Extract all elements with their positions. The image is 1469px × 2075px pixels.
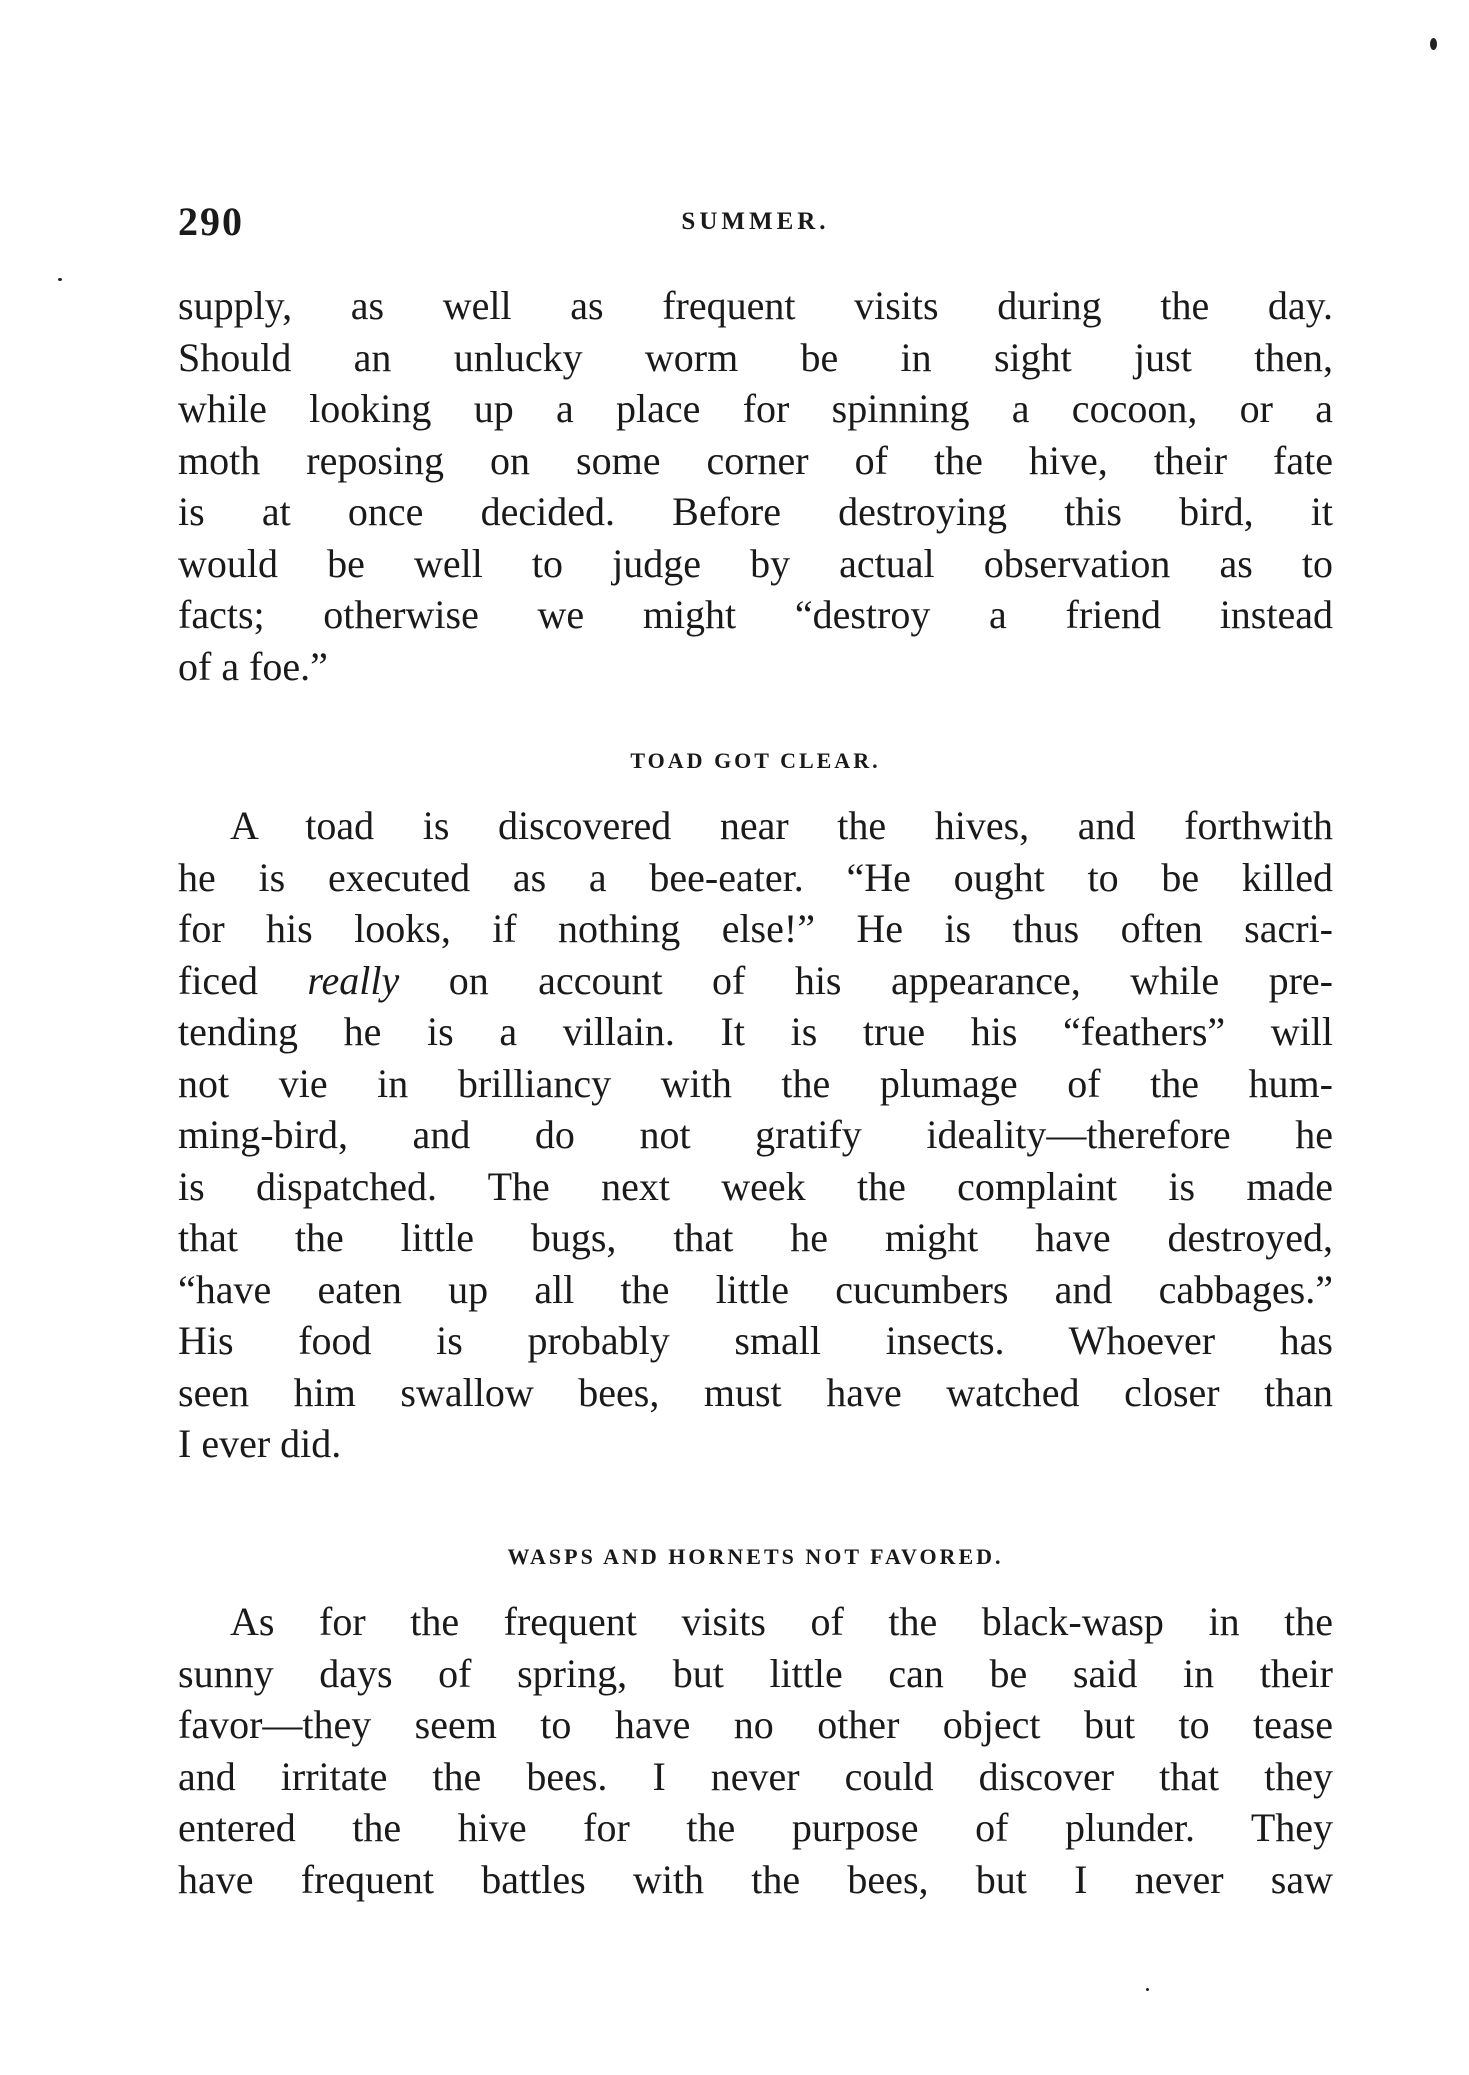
text-line: he is executed as a bee-eater. “He ought to be killed [178, 854, 1333, 900]
text-run: on account of his appearance, while pre- [399, 957, 1333, 1003]
text-line: supply, as well as frequent visits during the day. [178, 283, 1333, 328]
text-line: As for the frequent visits of the black-wasp in the [230, 1599, 1333, 1644]
paragraph-wasps [178, 1596, 1333, 1905]
text-run: ficed [178, 957, 308, 1003]
text-line: entered the hive for the purpose of plunder. They [178, 1805, 1333, 1850]
text-line: that the little bugs, that he might have destroyed, [178, 1215, 1333, 1260]
text-line: A toad is discovered near the hives, and forthwith [230, 803, 1333, 848]
text-line: and irritate the bees. I never could discover that they [178, 1753, 1333, 1799]
text-line: seen him swallow bees, must have watched closer than [178, 1369, 1333, 1415]
text-line: is at once decided. Before destroying this bird, it [178, 489, 1333, 534]
ink-speck [1146, 1988, 1149, 1991]
text-line: sunny days of spring, but little can be said in their [178, 1650, 1333, 1696]
text-line: for his looks, if nothing else!” He is thus often sacri- [178, 906, 1333, 951]
text-line: His food is probably small insects. Whoever has [178, 1318, 1333, 1363]
text-line: I ever did. [178, 1421, 342, 1466]
text-line: of a foe.” [178, 643, 328, 689]
section-heading-wasps: WASPS AND HORNETS NOT FAVORED. [507, 1544, 1004, 1569]
text-line: not vie in brilliancy with the plumage of the hum- [178, 1060, 1333, 1106]
section-heading-toad: TOAD GOT CLEAR. [630, 748, 881, 773]
text-line: have frequent battles with the bees, but I never saw [178, 1856, 1333, 1902]
paragraph-continued [178, 280, 1333, 692]
running-title: SUMMER. [681, 208, 830, 235]
text-line: “have eaten up all the little cucumbers and cabbages.” [178, 1266, 1333, 1312]
running-head [178, 198, 1333, 248]
text-line: Should an unlucky worm be in sight just then, [178, 334, 1333, 380]
text-line: while looking up a place for spinning a cocoon, or a [178, 386, 1333, 431]
ink-speck [58, 278, 62, 281]
text-line: would be well to judge by actual observation as to [178, 540, 1333, 586]
text-line: facts; otherwise we might “destroy a friend instead [178, 592, 1333, 637]
ink-speck [1430, 38, 1437, 50]
text-line: tending he is a villain. It is true his “feathers” will [178, 1009, 1333, 1054]
text-line-mixed [178, 955, 1333, 1007]
text-line: favor—they seem to have no other object but to tease [178, 1702, 1333, 1747]
page-number: 290 [178, 199, 244, 244]
paragraph-toad [178, 800, 1333, 1470]
text-line: ming-bird, and do not gratify ideality—therefore he [178, 1112, 1333, 1157]
italic-word: really [307, 957, 400, 1003]
text-line: is dispatched. The next week the complaint is made [178, 1163, 1333, 1209]
text-line: moth reposing on some corner of the hive, their fate [178, 437, 1333, 483]
